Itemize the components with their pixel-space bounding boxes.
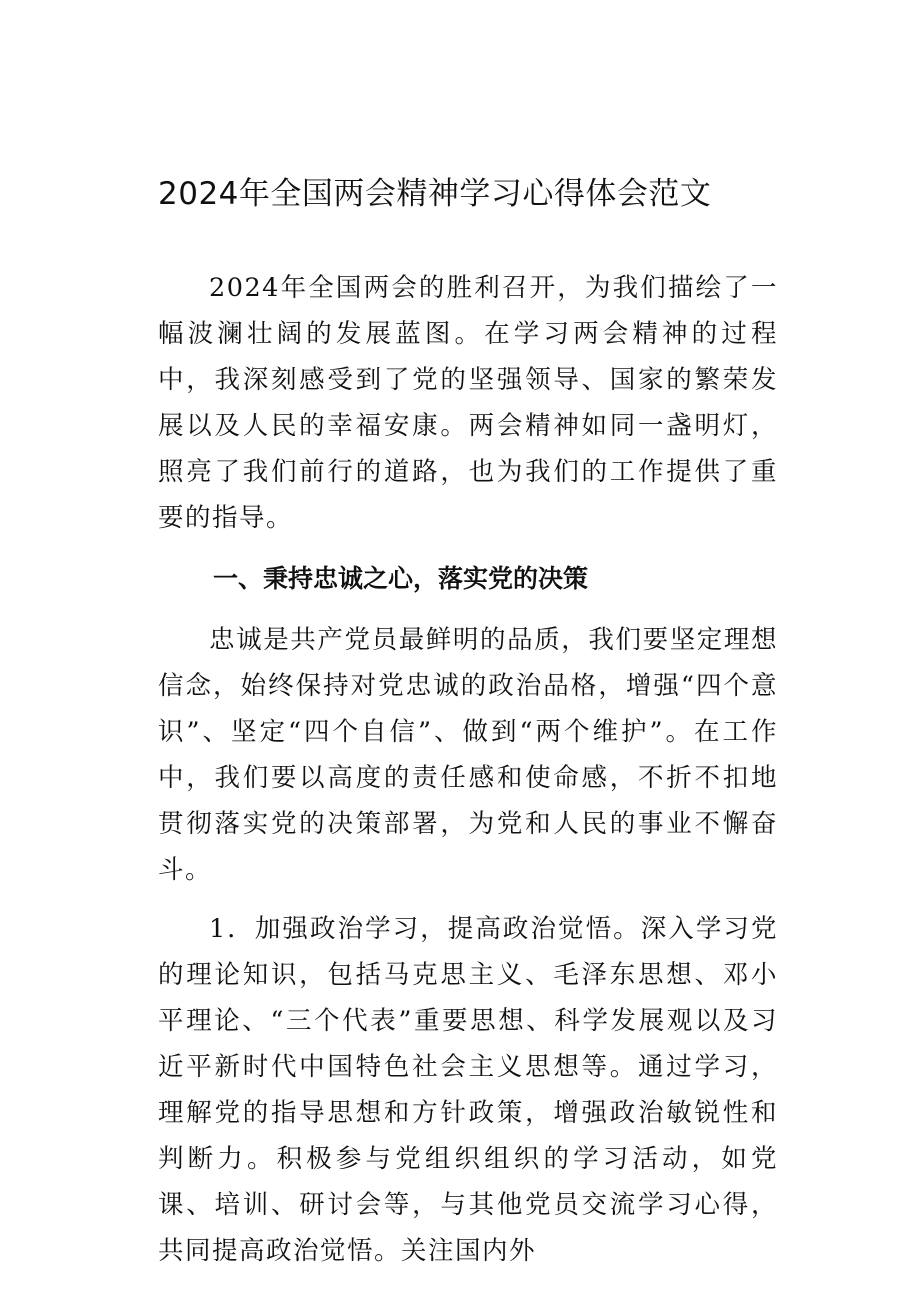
section-body-paragraph: 忠诚是共产党员最鲜明的品质，我们要坚定理想信念，始终保持对党忠诚的政治品格，增强“四个意识”、坚定“四个自信”、做到“两个维护”。在工作中，我们要以高度的责任感和使命感，不折不扣地贯彻落实党的决策部署，为党和人民的事业不懈奋斗。: [158, 625, 778, 885]
section-heading: 一、秉持忠诚之心，落实党的决策: [213, 564, 589, 593]
document-title: 2024年全国两会精神学习心得体会范文: [158, 176, 712, 212]
document-content: [158, 172, 778, 1274]
point-paragraph: 1．加强政治学习，提高政治觉悟。深入学习党的理论知识，包括马克思主义、毛泽东思想、邓小平理论、“三个代表”重要思想、科学发展观以及习近平新时代中国特色社会主义思想等。通过学习，理解党的指导思想和方针政策，增强政治敏锐性和判断力。积极参与党组织组织的学习活动，如党课、培训、研讨会等，与其他党员交流学习心得，共同提高政治觉悟。关注国内外: [158, 914, 778, 1266]
intro-paragraph: 2024年全国两会的胜利召开，为我们描绘了一幅波澜壮阔的发展蓝图。在学习两会精神的过程中，我深刻感受到了党的坚强领导、国家的繁荣发展以及人民的幸福安康。两会精神如同一盏明灯，照亮了我们前行的道路，也为我们的工作提供了重要的指导。: [158, 273, 778, 533]
